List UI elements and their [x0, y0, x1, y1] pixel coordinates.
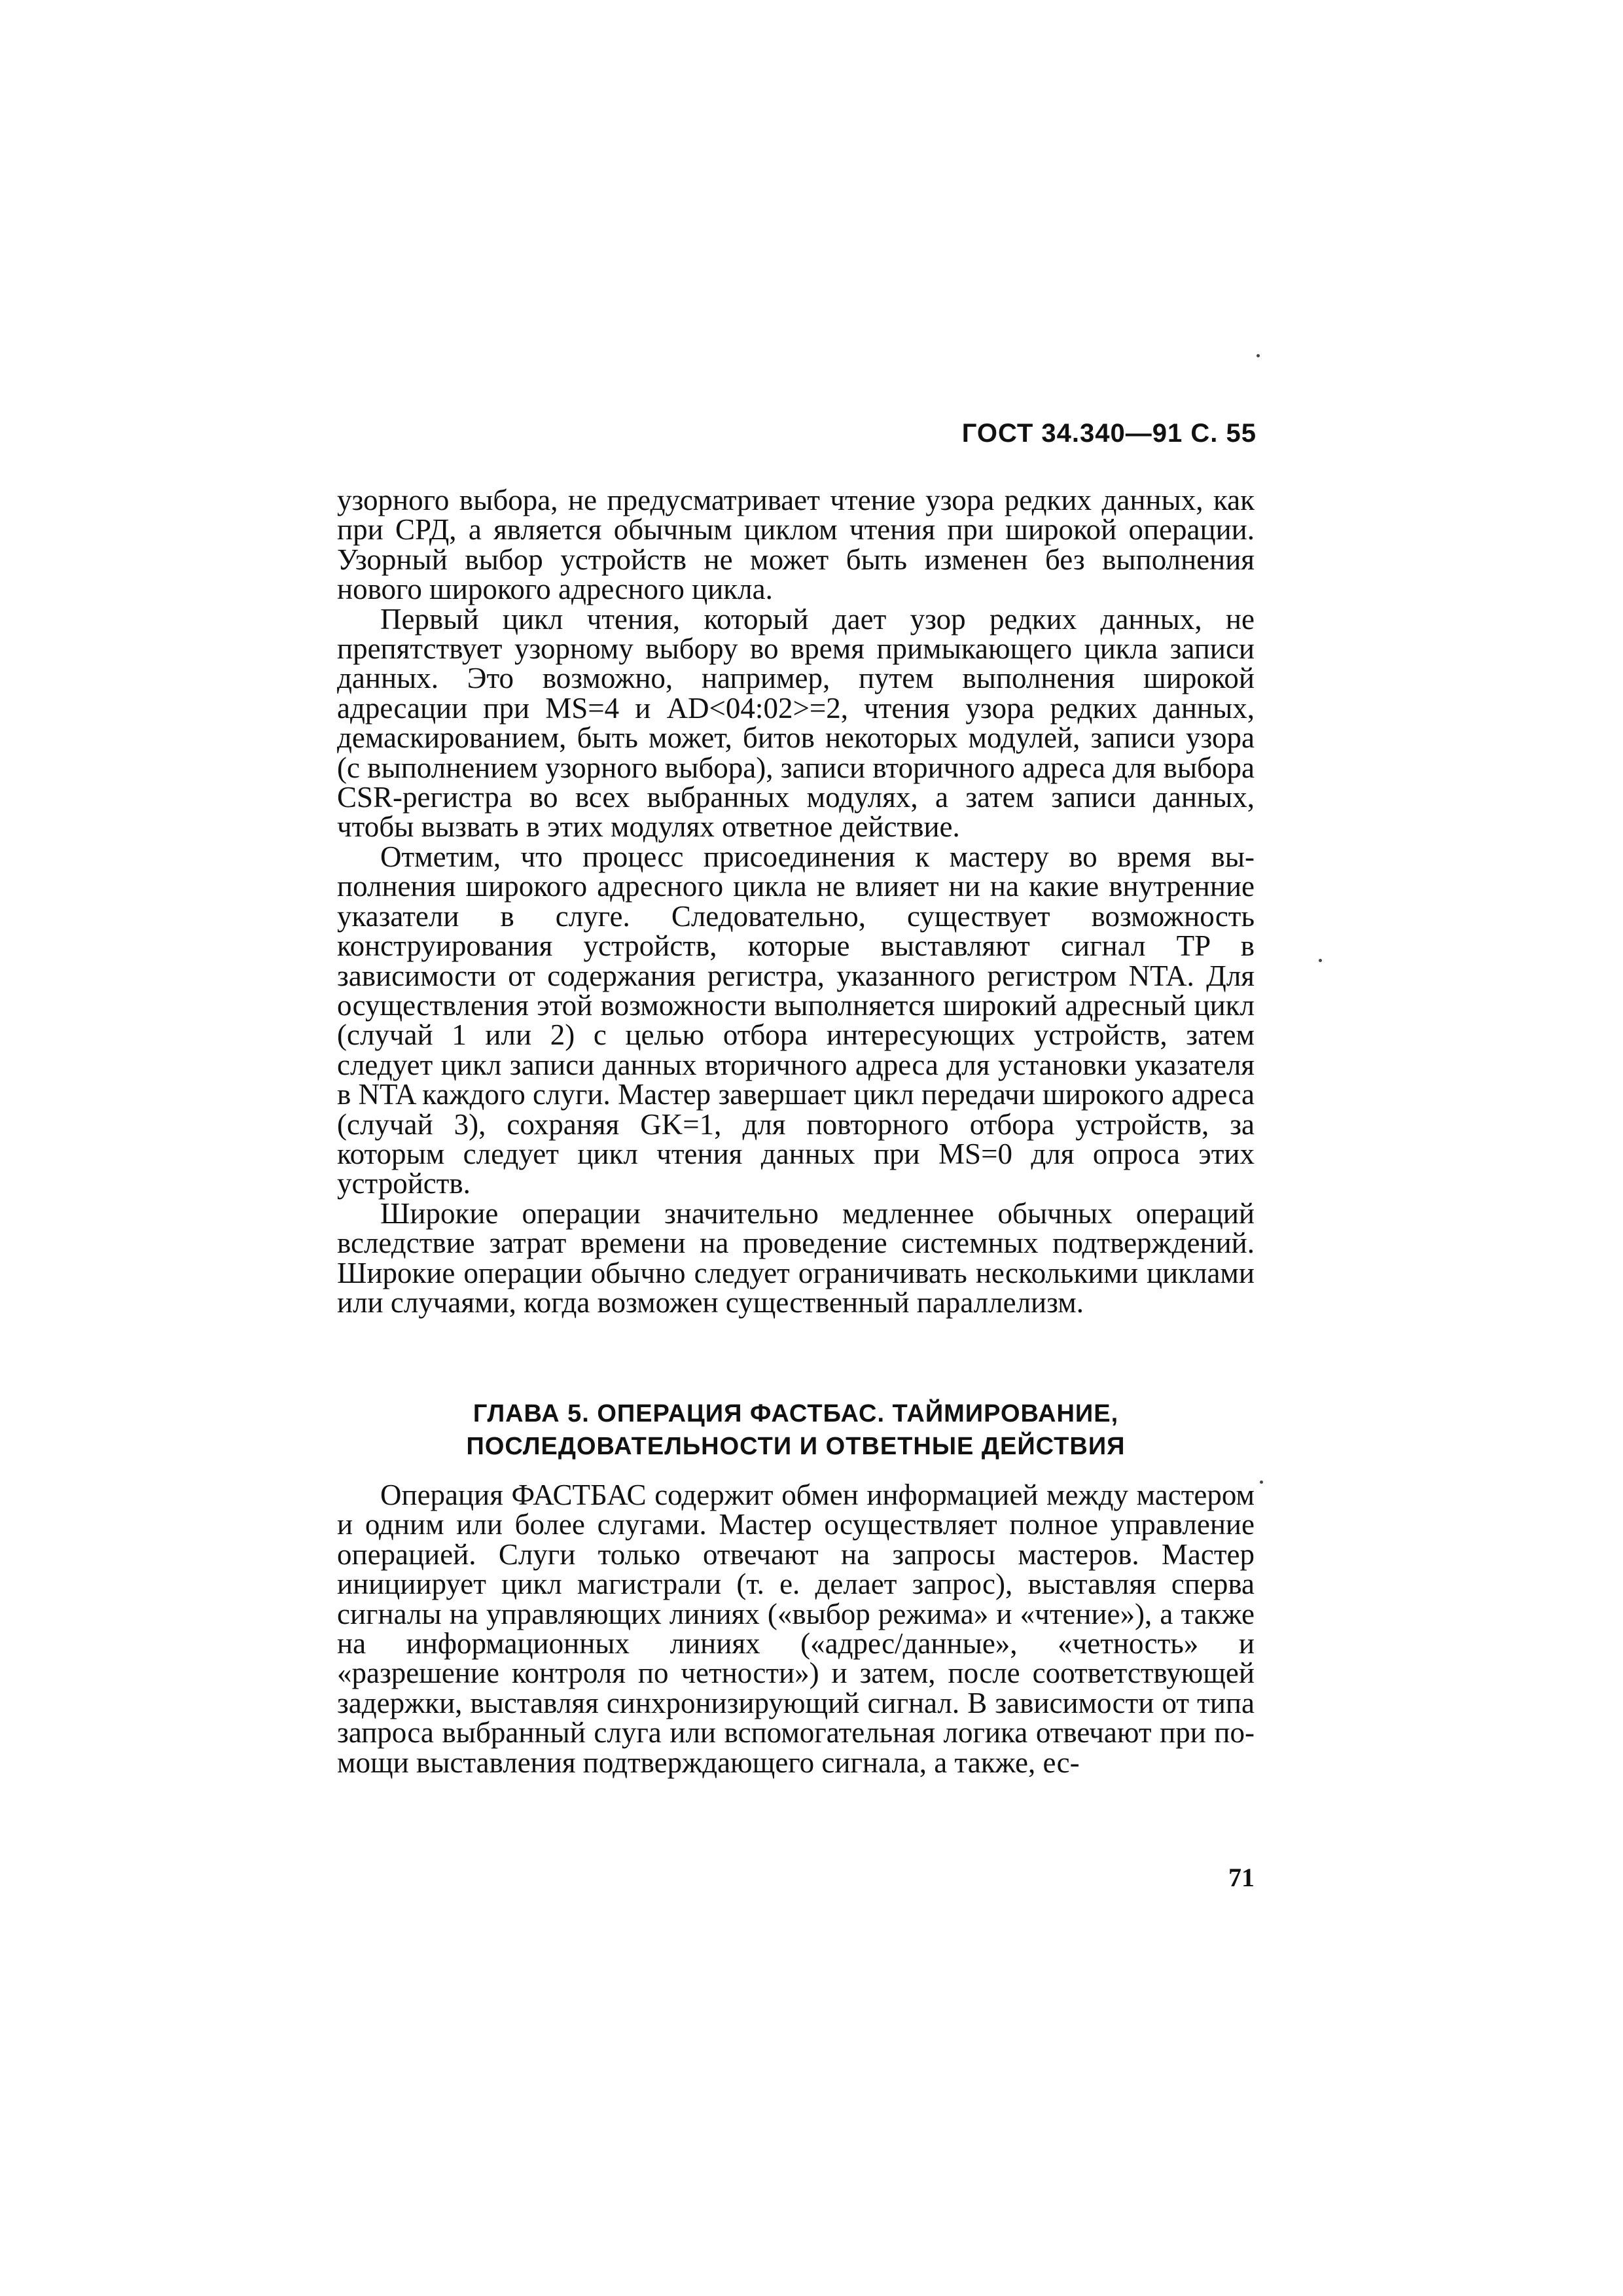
page-number: 71	[1228, 1863, 1255, 1892]
chapter-heading-line-1: ГЛАВА 5. ОПЕРАЦИЯ ФАСТБАС. ТАЙМИРОВАНИЕ,	[473, 1400, 1119, 1427]
scan-speck	[1319, 959, 1322, 962]
paragraph-wide-operations: Широкие операции значительно медленнее обычных операций вследствие затрат времени на проведение системных подтверждений. Широкие операции обычно следует ограничивать несколькими циклами или случаями, когда возможен существенный параллелизм.	[337, 1196, 1255, 1319]
body-text-bottom	[337, 1480, 1255, 1778]
paragraph-first-read-cycle: Первый цикл чтения, который дает узор редких данных, не препятствует узорному выбору во время примыкающего цикла записи данных. Это возможно, например, путем выполнения широкой адресации при MS=4 и AD<04:02>=2, чтения узора редких данных, демаскированием, быть может, битов некоторых модулей, записи узора (с выполнением узорного выбора), записи вторичного адреса для выбора CSR-регистра во всех выбранных модулях, а затем записи данных, чтобы вызвать в этих модулях ответное действие.	[337, 602, 1255, 844]
running-head: ГОСТ 34.340—91 С. 55	[961, 419, 1257, 448]
paragraph-continuation: узорного выбора, не предусматривает чтение узора редких данных, как при СРД, а является обычным циклом чтения при широкой операции. Узорный выбор устройств не может быть изменен без выполнения нового широкого адресного цикла.	[337, 484, 1255, 606]
scan-speck	[1260, 1480, 1263, 1484]
chapter-heading-line-2: ПОСЛЕДОВАТЕЛЬНОСТИ И ОТВЕТНЫЕ ДЕЙСТВИЯ	[466, 1433, 1126, 1460]
paragraph-fastbus-operation: Операция ФАСТБАС содержит обмен информацией между мастером и одним или более слугами. Мастер осуществляет полное управление операцией. Слуги только отвечают на запросы мастеров. Мастер инициирует цикл магистрали (т. е. делает запрос), выставляя сперва сигналы на управляющих линиях («выбор режима» и «чтение»), а также на информационных линиях («адрес/данные», «четность» и «разрешение контроля по четности») и затем, после соответствующей задержки, выставляя синхронизирующий сигнал. В зависимости от типа запроса выбранный слуга или вспомогательная логика отвечают при помощи выставления подтверждающего сигнала, а также, ес-	[337, 1479, 1255, 1779]
chapter-heading	[337, 1397, 1255, 1463]
body-text-top	[337, 486, 1255, 1318]
paragraph-master-attach: Отметим, что процесс присоединения к мастеру во время выполнения широкого адресного цикла не влияет ни на какие внутренние указатели в слуге. Следовательно, существует возможность конструирования устройств, которые выставляют сигнал TP в зависимости от содержания регистра, указанного регистром NTA. Для осуществления этой возможности выполняется широкий адресный цикл (случай 1 или 2) с целью отбора интересующих устройств, затем следует цикл записи данных вторичного адреса для установки указателя в NTA каждого слуги. Мастер завершает цикл передачи широкого адреса (случай 3), сохраняя GK=1, для повторного отбора устройств, за которым следует цикл чтения данных при MS=0 для опроса этих устройств.	[337, 840, 1255, 1200]
scan-speck	[1257, 354, 1260, 357]
